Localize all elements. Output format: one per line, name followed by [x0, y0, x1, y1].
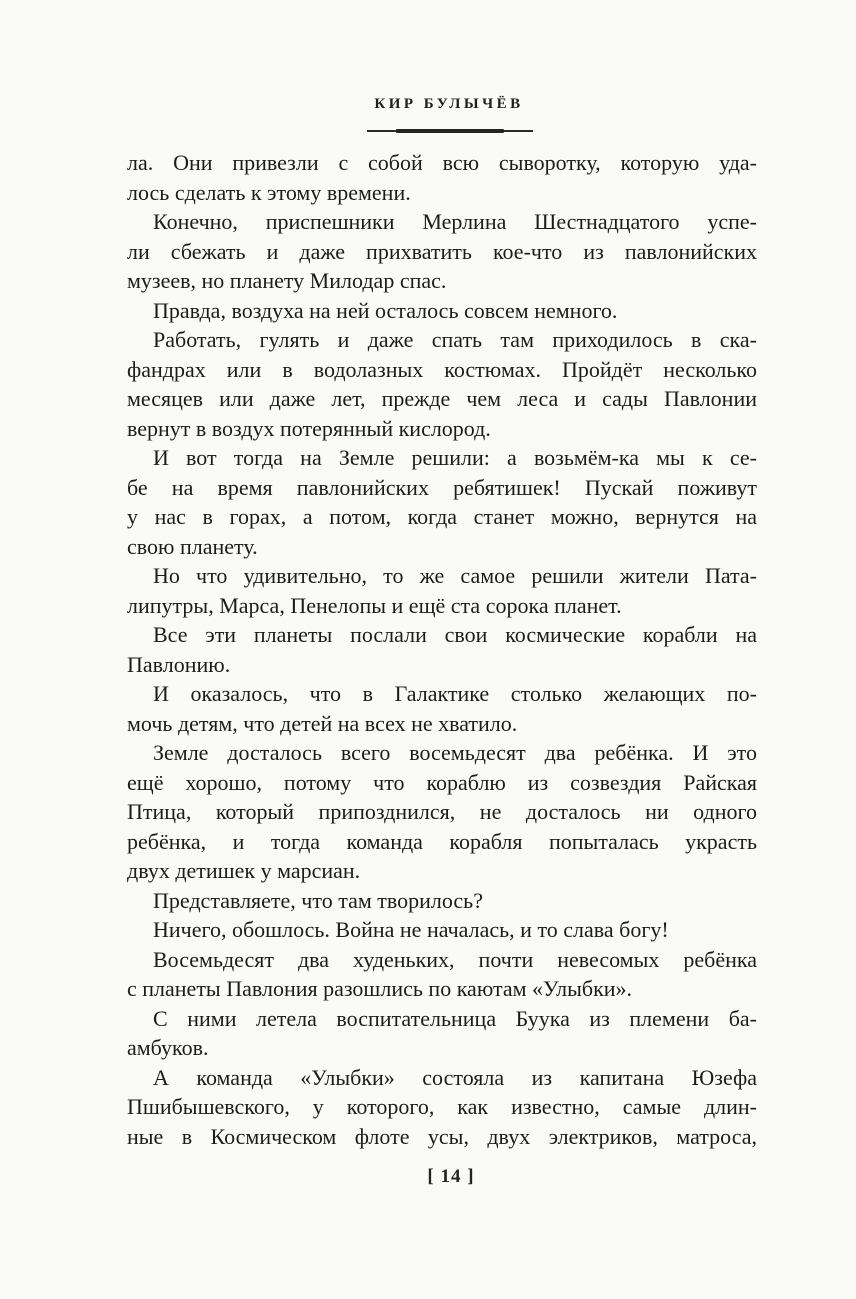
text-line: у нас в горах, а потом, когда станет можно, вернутся на	[127, 504, 757, 529]
text-line: месяцев или даже лет, прежде чем леса и сады Павлонии	[127, 386, 757, 411]
text-line: Восемьдесят два худеньких, почти невесомых ребёнка	[153, 946, 757, 972]
text-line: Пшибышевского, у которого, как известно, самые длин-	[127, 1094, 757, 1119]
text-line: ещё хорошо, потому что кораблю из созвездия Райская	[127, 769, 757, 795]
text-line: Ничего, обошлось. Война не началась, и то слава богу!	[153, 917, 669, 942]
text-line: Птица, который припозднился, не досталось ни одного	[127, 799, 757, 824]
header-divider-ornament	[367, 128, 533, 134]
text-line: Все эти планеты послали свои космические корабли на	[153, 622, 757, 647]
text-line: Конечно, приспешники Мерлина Шестнадцатого успе-	[153, 209, 757, 234]
text-line: музеев, но планету Милодар спас.	[127, 268, 447, 293]
divider-thick-rule	[396, 129, 504, 133]
running-head-author: КИР БУЛЫЧЁВ	[374, 96, 524, 112]
text-line: с планеты Павлония разошлись по каютам «Улыбки».	[127, 976, 633, 1001]
text-line: вернут в воздух потерянный кислород.	[127, 415, 491, 441]
text-line: Но что удивительно, то же самое решили жители Пата-	[153, 563, 757, 588]
text-line: двух детишек у марсиан.	[127, 858, 361, 883]
text-line: ребёнка, и тогда команда корабля попыталась украсть	[127, 828, 757, 854]
text-line: Работать, гулять и даже спать там приходилось в ска-	[153, 327, 757, 352]
text-line: ные в Космическом флоте усы, двух электриков, матроса,	[127, 1123, 757, 1149]
text-line: амбуков.	[127, 1035, 209, 1060]
text-line: И оказалось, что в Галактике столько желающих по-	[153, 681, 757, 706]
text-line: липутры, Марса, Пенелопы и ещё ста сорока планет.	[127, 592, 622, 618]
text-line: С ними летела воспитательница Буука из племени ба-	[153, 1005, 757, 1031]
text-line: бе на время павлонийских ребятишек! Пускай поживут	[127, 474, 757, 500]
text-line: мочь детям, что детей на всех не хватило.	[127, 710, 518, 736]
text-line: свою планету.	[127, 533, 258, 559]
text-line: ла. Они привезли с собой всю сыворотку, которую уда-	[127, 150, 757, 175]
text-line: Павлонию.	[127, 651, 231, 677]
text-line: Представляете, что там творилось?	[153, 887, 483, 913]
text-line: Земле досталось всего восемьдесят два ребёнка. И это	[153, 740, 757, 765]
text-line: И вот тогда на Земле решили: а возьмём-ка мы к се-	[153, 445, 757, 470]
text-line: Правда, воздуха на ней осталось совсем немного.	[153, 297, 618, 323]
text-line: фандрах или в водолазных костюмах. Пройдёт несколько	[127, 356, 757, 382]
page-number: [ 14 ]	[427, 1166, 475, 1187]
body-text	[127, 148, 757, 1151]
text-line: лось сделать к этому времени.	[127, 179, 411, 205]
text-line: А команда «Улыбки» состояла из капитана Юзефа	[153, 1064, 757, 1090]
text-line: ли сбежать и даже прихватить кое-что из павлонийских	[127, 238, 757, 264]
